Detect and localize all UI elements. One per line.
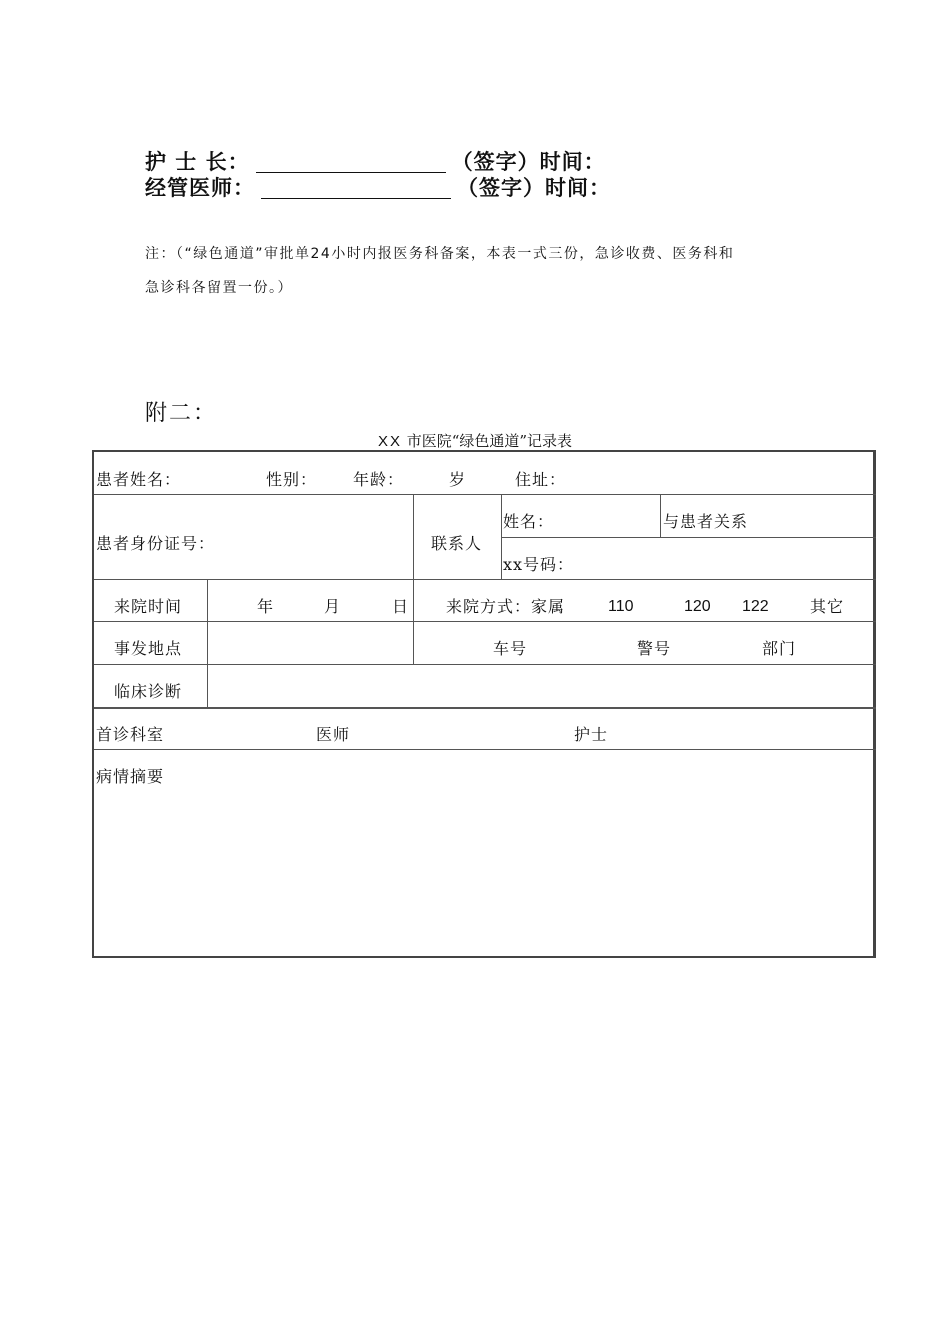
head-nurse-sign-time-label: （签字）时间：: [451, 150, 606, 174]
head-nurse-signature-field[interactable]: [256, 154, 446, 173]
appendix-label: 附二：: [145, 401, 218, 426]
row-divider: [94, 494, 876, 495]
green-channel-record-form: [92, 450, 876, 958]
address-label: 住址：: [515, 470, 567, 489]
incident-location-label: 事发地点: [114, 639, 183, 658]
row-divider: [501, 537, 876, 538]
first-visit-dept-label: 首诊科室: [96, 725, 165, 744]
row-divider: [94, 664, 876, 665]
form-title-main: 市医院“绿色通道”记录表: [401, 432, 573, 450]
column-divider: [660, 494, 661, 537]
contact-person-label: 联系人: [431, 534, 483, 553]
form-title: [0, 430, 950, 451]
head-nurse-label: 护 士 长：: [145, 150, 250, 174]
first-visit-nurse-label: 护士: [574, 725, 609, 744]
arrival-month-label: 月: [324, 597, 342, 616]
arrival-option-120: 120: [684, 598, 711, 615]
age-unit-label: 岁: [449, 470, 467, 489]
contact-phone-label: xx号码：: [503, 555, 575, 574]
note-line-1: 注：（“绿色通道”审批单24小时内报医务科备案，本表一式三份，急诊收费、医务科和: [145, 246, 735, 262]
column-divider: [501, 494, 502, 579]
department-label: 部门: [762, 639, 797, 658]
form-title-prefix: XX: [377, 433, 402, 450]
gender-label: 性别：: [266, 470, 318, 489]
relation-to-patient-label: 与患者关系: [663, 512, 749, 531]
arrival-day-label: 日: [392, 597, 410, 616]
arrival-year-label: 年: [257, 597, 275, 616]
arrival-method-label: 来院方式：家属: [446, 597, 566, 616]
column-divider: [413, 579, 414, 664]
contact-name-label: 姓名：: [503, 512, 555, 531]
id-number-label: 患者身份证号：: [96, 534, 216, 553]
attending-doctor-signature-line: [145, 172, 611, 202]
patient-name-label: 患者姓名：: [96, 470, 182, 489]
arrival-option-other: 其它: [810, 597, 845, 616]
attending-doctor-sign-time-label: （签字）时间：: [457, 176, 611, 200]
row-divider: [94, 621, 876, 622]
row-divider: [94, 579, 876, 580]
arrival-option-122: 122: [742, 598, 769, 615]
condition-summary-label: 病情摘要: [96, 767, 165, 786]
arrival-option-110: 110: [608, 598, 634, 615]
row-divider: [94, 749, 876, 750]
row-divider: [94, 707, 876, 709]
age-label: 年龄：: [353, 470, 405, 489]
attending-doctor-label: 经管医师：: [145, 176, 255, 200]
column-divider: [207, 579, 208, 707]
first-visit-doctor-label: 医师: [316, 725, 351, 744]
police-number-label: 警号: [637, 639, 672, 658]
column-divider: [413, 494, 414, 579]
car-number-label: 车号: [493, 639, 528, 658]
arrival-time-label: 来院时间: [114, 597, 183, 616]
attending-doctor-signature-field[interactable]: [261, 180, 451, 199]
note-line-2: 急诊科各留置一份。）: [145, 280, 293, 296]
clinical-diagnosis-label: 临床诊断: [114, 682, 183, 701]
